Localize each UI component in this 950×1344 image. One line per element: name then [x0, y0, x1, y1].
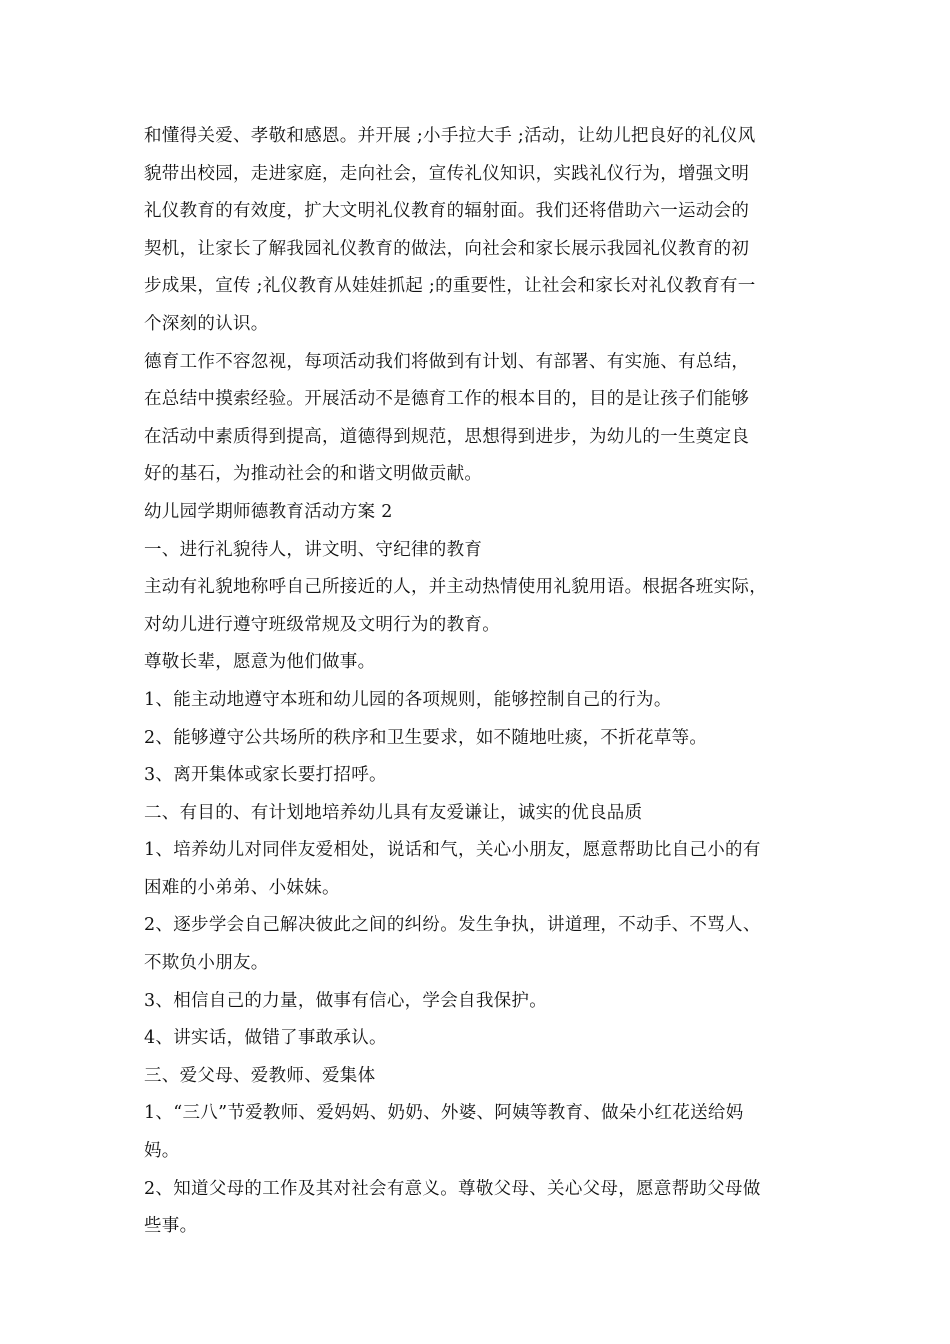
list-item: 3、相信自己的力量，做事有信心，学会自我保护。 [144, 990, 548, 1011]
list-item: 1、培养幼儿对同伴友爱相处，说话和气，关心小朋友，愿意帮助比自己小的有 [144, 840, 761, 861]
document-body [144, 118, 824, 1246]
text-line: 主动有礼貌地称呼自己所接近的人，并主动热情使用礼貌用语。根据各班实际， [144, 577, 767, 598]
text-line: 貌带出校园，走进家庭，走向社会，宣传礼仪知识，实践礼仪行为，增强文明 [144, 163, 750, 184]
list-item: 2、能够遵守公共场所的秩序和卫生要求，如不随地吐痰，不折花草等。 [144, 727, 708, 748]
list-item: 1、“三八”节爱教师、爱妈妈、奶奶、外婆、阿姨等教育、做朵小红花送给妈 [144, 1103, 744, 1124]
text-line: 个深刻的认识。 [144, 313, 269, 334]
list-item: 2、逐步学会自己解决彼此之间的纠纷。发生争执，讲道理，不动手、不骂人、 [144, 915, 761, 936]
list-item: 2、知道父母的工作及其对社会有意义。尊敬父母、关心父母，愿意帮助父母做 [144, 1178, 761, 1199]
text-line: 困难的小弟弟、小妹妹。 [144, 877, 340, 898]
text-line: 在总结中摸索经验。开展活动不是德育工作的根本目的，目的是让孩子们能够 [144, 389, 750, 410]
text-line: 礼仪教育的有效度，扩大文明礼仪教育的辐射面。我们还将借助六一运动会的 [144, 201, 750, 222]
text-line: 尊敬长辈，愿意为他们做事。 [144, 652, 376, 673]
text-line: 对幼儿进行遵守班级常规及文明行为的教育。 [144, 614, 500, 635]
text-line: 德育工作不容忽视，每项活动我们将做到有计划、有部署、有实施、有总结， [144, 351, 750, 372]
text-line: 契机，让家长了解我园礼仪教育的做法，向社会和家长展示我园礼仪教育的初 [144, 238, 750, 259]
section-heading: 三、爱父母、爱教师、爱集体 [144, 1065, 376, 1086]
text-line: 不欺负小朋友。 [144, 953, 269, 974]
text-line: 步成果，宣传 ;礼仪教育从娃娃抓起 ;的重要性，让社会和家长对礼仪教育有一 [144, 276, 756, 297]
section-heading: 二、有目的、有计划地培养幼儿具有友爱谦让，诚实的优良品质 [144, 802, 643, 823]
text-line: 和懂得关爱、孝敬和感恩。并开展 ;小手拉大手 ;活动，让幼儿把良好的礼仪风 [144, 126, 756, 146]
text-line: 在活动中素质得到提高，道德得到规范，思想得到进步，为幼儿的一生奠定良 [144, 426, 750, 447]
list-item: 4、讲实话，做错了事敢承认。 [144, 1028, 387, 1049]
text-line: 些事。 [144, 1216, 198, 1237]
text-line: 好的基石，为推动社会的和谐文明做贡献。 [144, 464, 483, 485]
list-item: 3、离开集体或家长要打招呼。 [144, 765, 387, 786]
text-line: 妈。 [144, 1141, 180, 1162]
list-item: 1、能主动地遵守本班和幼儿园的各项规则，能够控制自己的行为。 [144, 689, 672, 710]
section-heading: 一、进行礼貌待人，讲文明、守纪律的教育 [144, 539, 483, 560]
section-title: 幼儿园学期师德教育活动方案 2 [144, 501, 393, 522]
